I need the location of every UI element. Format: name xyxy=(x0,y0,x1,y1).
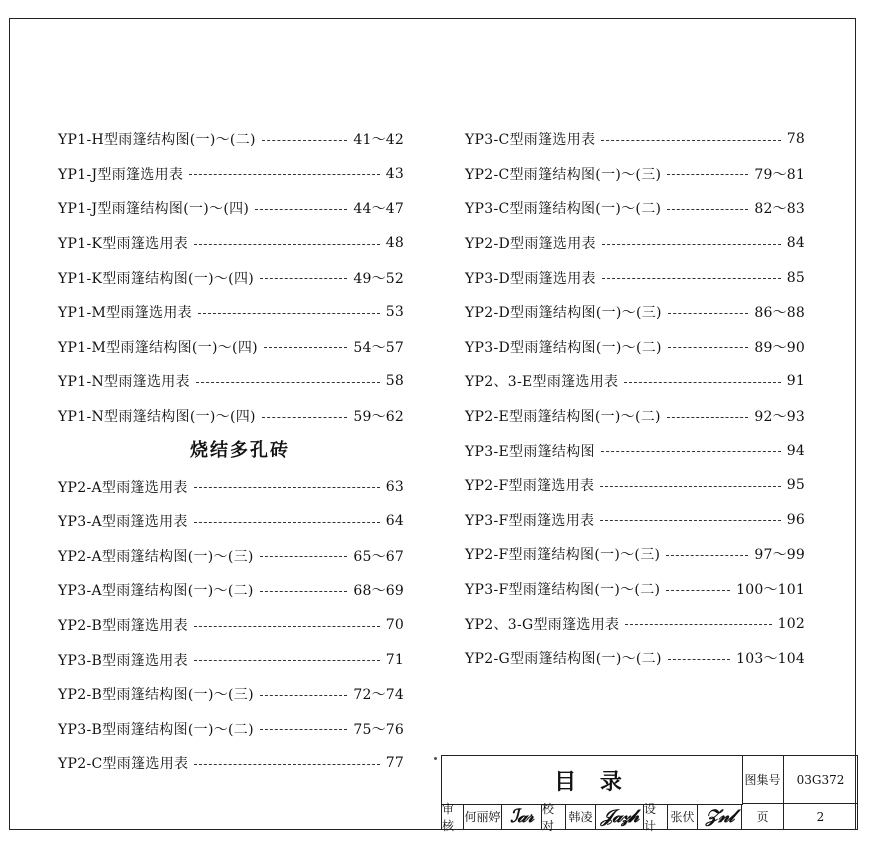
toc-entry-title: YP2-D型雨篷结构图(一)～(三) xyxy=(465,305,662,322)
designer-signature xyxy=(698,804,742,830)
toc-entry xyxy=(465,157,805,192)
checker-signature xyxy=(596,804,644,830)
dot-leader xyxy=(666,590,730,591)
dot-leader xyxy=(198,313,380,314)
page-label: 页 xyxy=(742,804,784,830)
toc-entry-title: YP1-J型雨篷选用表 xyxy=(58,166,184,183)
toc-entry xyxy=(465,641,805,676)
toc-entry xyxy=(465,364,805,399)
atlas-number: 03G372 xyxy=(784,756,858,804)
toc-entry-title: YP3-D型雨篷选用表 xyxy=(465,270,596,287)
toc-entry-title: YP2、3-G型雨篷选用表 xyxy=(465,616,620,633)
toc-entry-title: YP3-A型雨篷结构图(一)～(二) xyxy=(58,583,254,600)
toc-entry xyxy=(465,503,805,538)
toc-entry-title: YP2-A型雨篷选用表 xyxy=(58,479,188,496)
toc-entry-title: YP2、3-E型雨篷选用表 xyxy=(465,374,619,391)
toc-entry-pages: 84 xyxy=(786,235,805,252)
toc-entry xyxy=(58,122,404,157)
toc-list xyxy=(58,469,404,780)
dot-leader xyxy=(624,382,780,383)
dot-leader xyxy=(667,417,749,418)
review-label: 审核 xyxy=(442,804,464,830)
dot-leader xyxy=(600,520,780,521)
toc-entry xyxy=(58,746,404,781)
toc-entry-pages: 103～104 xyxy=(736,651,805,668)
toc-entry-pages: 53 xyxy=(385,304,404,321)
toc-entry xyxy=(58,677,404,712)
signature-image: ℐ𝒶𝓇 xyxy=(510,806,533,827)
dot-leader xyxy=(194,660,380,661)
toc-entry-pages: 96 xyxy=(786,511,805,528)
toc-entry xyxy=(58,539,404,574)
dot-leader xyxy=(602,244,781,245)
toc-entry-title: YP3-B型雨篷结构图(一)～(二) xyxy=(58,721,254,738)
toc-entry-pages: 75～76 xyxy=(353,721,404,738)
designer-name: 张伏 xyxy=(668,804,698,830)
toc-entry-title: YP3-A型雨篷选用表 xyxy=(58,514,188,531)
dot-leader xyxy=(196,382,380,383)
toc-list xyxy=(465,122,805,676)
dot-leader xyxy=(601,140,780,141)
dot-leader xyxy=(262,140,348,141)
toc-entry-pages: 82～83 xyxy=(754,201,805,218)
toc-entry-title: YP1-H型雨篷结构图(一)～(二) xyxy=(58,132,256,149)
toc-entry-pages: 49～52 xyxy=(353,270,404,287)
dot-leader xyxy=(194,522,380,523)
toc-entry-pages: 59～62 xyxy=(353,409,404,426)
toc-entry-title: YP1-K型雨篷选用表 xyxy=(58,236,189,253)
toc-entry-title: YP2-A型雨篷结构图(一)～(三) xyxy=(58,548,254,565)
dot-leader xyxy=(255,209,347,210)
dot-leader xyxy=(189,174,380,175)
toc-entry-title: YP2-B型雨篷结构图(一)～(三) xyxy=(58,687,254,704)
toc-entry-title: YP1-J型雨篷结构图(一)～(四) xyxy=(58,201,250,218)
dot-leader xyxy=(667,174,748,175)
toc-entry-title: YP3-C型雨篷结构图(一)～(二) xyxy=(465,201,662,218)
toc-entry-pages: 70 xyxy=(385,617,404,634)
toc-entry xyxy=(58,399,404,434)
toc-entry-title: YP2-G型雨篷结构图(一)～(二) xyxy=(465,651,662,668)
toc-entry xyxy=(465,468,805,503)
toc-entry-title: YP2-C型雨篷选用表 xyxy=(58,756,189,773)
toc-right-column xyxy=(465,122,805,676)
dot-leader xyxy=(260,591,348,592)
toc-entry-pages: 79～81 xyxy=(754,166,805,183)
toc-entry xyxy=(58,608,404,643)
toc-entry-title: YP1-K型雨篷结构图(一)～(四) xyxy=(58,270,255,287)
toc-entry xyxy=(58,295,404,330)
toc-entry-title: YP1-M型雨篷选用表 xyxy=(58,305,192,322)
toc-entry-pages: 95 xyxy=(786,477,805,494)
toc-entry xyxy=(465,191,805,226)
toc-entry xyxy=(58,642,404,677)
toc-entry-title: YP1-M型雨篷结构图(一)～(四) xyxy=(58,339,258,356)
toc-entry xyxy=(58,226,404,261)
drawing-title: 目 录 xyxy=(442,756,743,805)
atlas-number-label: 图集号 xyxy=(742,756,784,804)
dot-leader xyxy=(667,209,748,210)
dot-leader xyxy=(194,626,380,627)
toc-entry-pages: 78 xyxy=(786,131,805,148)
toc-entry-pages: 100～101 xyxy=(736,582,805,599)
dot-leader xyxy=(668,659,730,660)
dot-leader xyxy=(668,313,749,314)
toc-entry-pages: 71 xyxy=(385,651,404,668)
toc-entry xyxy=(465,537,805,572)
dot-leader xyxy=(264,347,347,348)
scan-speck xyxy=(434,757,437,760)
toc-entry xyxy=(58,330,404,365)
toc-entry-pages: 97～99 xyxy=(754,547,805,564)
toc-entry-title: YP2-F型雨篷结构图(一)～(三) xyxy=(465,547,661,564)
toc-list xyxy=(58,122,404,433)
toc-entry-title: YP3-F型雨篷结构图(一)～(二) xyxy=(465,582,661,599)
design-label: 设计 xyxy=(644,804,668,830)
toc-entry-title: YP1-N型雨篷结构图(一)～(四) xyxy=(58,409,256,426)
dot-leader xyxy=(625,624,771,625)
dot-leader xyxy=(194,487,380,488)
toc-entry xyxy=(58,157,404,192)
toc-entry-pages: 63 xyxy=(385,478,404,495)
dot-leader xyxy=(260,278,347,279)
dot-leader xyxy=(601,451,781,452)
toc-entry-pages: 44～47 xyxy=(353,201,404,218)
toc-entry-pages: 58 xyxy=(385,373,404,390)
signature-image: 𝒵𝓃𝓁 xyxy=(705,806,734,827)
dot-leader xyxy=(668,347,749,348)
toc-entry-pages: 54～57 xyxy=(353,339,404,356)
dot-leader xyxy=(194,764,379,765)
toc-left-column xyxy=(58,122,404,781)
toc-entry xyxy=(465,260,805,295)
toc-entry-title: YP2-C型雨篷结构图(一)～(三) xyxy=(465,166,662,183)
section-heading: 烧结多孔砖 xyxy=(190,440,290,462)
toc-entry-title: YP2-F型雨篷选用表 xyxy=(465,478,595,495)
toc-entry xyxy=(58,260,404,295)
toc-entry-pages: 43 xyxy=(385,165,404,182)
toc-entry-title: YP3-D型雨篷结构图(一)～(二) xyxy=(465,339,662,356)
dot-leader xyxy=(260,729,348,730)
toc-entry xyxy=(465,433,805,468)
checker-name: 韩凌 xyxy=(566,804,596,830)
dot-leader xyxy=(260,695,348,696)
toc-entry xyxy=(465,226,805,261)
toc-entry xyxy=(58,573,404,608)
reviewer-name: 何丽婷 xyxy=(464,804,502,830)
toc-entry-title: YP3-B型雨篷选用表 xyxy=(58,652,188,669)
dot-leader xyxy=(600,486,780,487)
dot-leader xyxy=(260,556,348,557)
toc-entry-title: YP3-C型雨篷选用表 xyxy=(465,132,596,149)
toc-entry-pages: 89～90 xyxy=(754,339,805,356)
toc-entry-title: YP3-F型雨篷选用表 xyxy=(465,512,595,529)
toc-entry-pages: 41～42 xyxy=(353,132,404,149)
toc-entry xyxy=(465,295,805,330)
dot-leader xyxy=(602,278,781,279)
toc-entry-pages: 72～74 xyxy=(353,687,404,704)
toc-entry xyxy=(58,191,404,226)
reviewer-signature xyxy=(502,804,542,830)
toc-entry-pages: 65～67 xyxy=(353,548,404,565)
toc-entry xyxy=(58,504,404,539)
dot-leader xyxy=(666,555,748,556)
toc-entry-pages: 77 xyxy=(385,755,404,772)
toc-entry xyxy=(465,122,805,157)
toc-entry-pages: 85 xyxy=(786,269,805,286)
check-label: 校对 xyxy=(542,804,566,830)
toc-entry-pages: 64 xyxy=(385,513,404,530)
title-block xyxy=(441,755,858,833)
toc-entry xyxy=(465,572,805,607)
toc-entry-title: YP2-D型雨篷选用表 xyxy=(465,236,596,253)
toc-entry xyxy=(58,469,404,504)
toc-entry-pages: 94 xyxy=(786,442,805,459)
dot-leader xyxy=(262,417,348,418)
toc-entry-pages: 102 xyxy=(777,615,805,632)
page-number: 2 xyxy=(784,804,858,830)
toc-entry-title: YP3-E型雨篷结构图 xyxy=(465,443,595,460)
toc-entry-title: YP2-E型雨篷结构图(一)～(二) xyxy=(465,409,661,426)
dot-leader xyxy=(194,244,380,245)
toc-entry-title: YP1-N型雨篷选用表 xyxy=(58,374,190,391)
toc-entry-pages: 48 xyxy=(385,235,404,252)
toc-entry xyxy=(465,606,805,641)
toc-entry xyxy=(465,330,805,365)
toc-entry-title: YP2-B型雨篷选用表 xyxy=(58,618,188,635)
toc-entry-pages: 92～93 xyxy=(754,409,805,426)
toc-entry xyxy=(58,364,404,399)
toc-entry-pages: 91 xyxy=(786,373,805,390)
toc-entry xyxy=(465,399,805,434)
signature-image: 𝒥𝒶𝓏𝒽 xyxy=(600,806,639,827)
toc-entry-pages: 86～88 xyxy=(754,305,805,322)
toc-entry xyxy=(58,712,404,747)
toc-entry-pages: 68～69 xyxy=(353,583,404,600)
